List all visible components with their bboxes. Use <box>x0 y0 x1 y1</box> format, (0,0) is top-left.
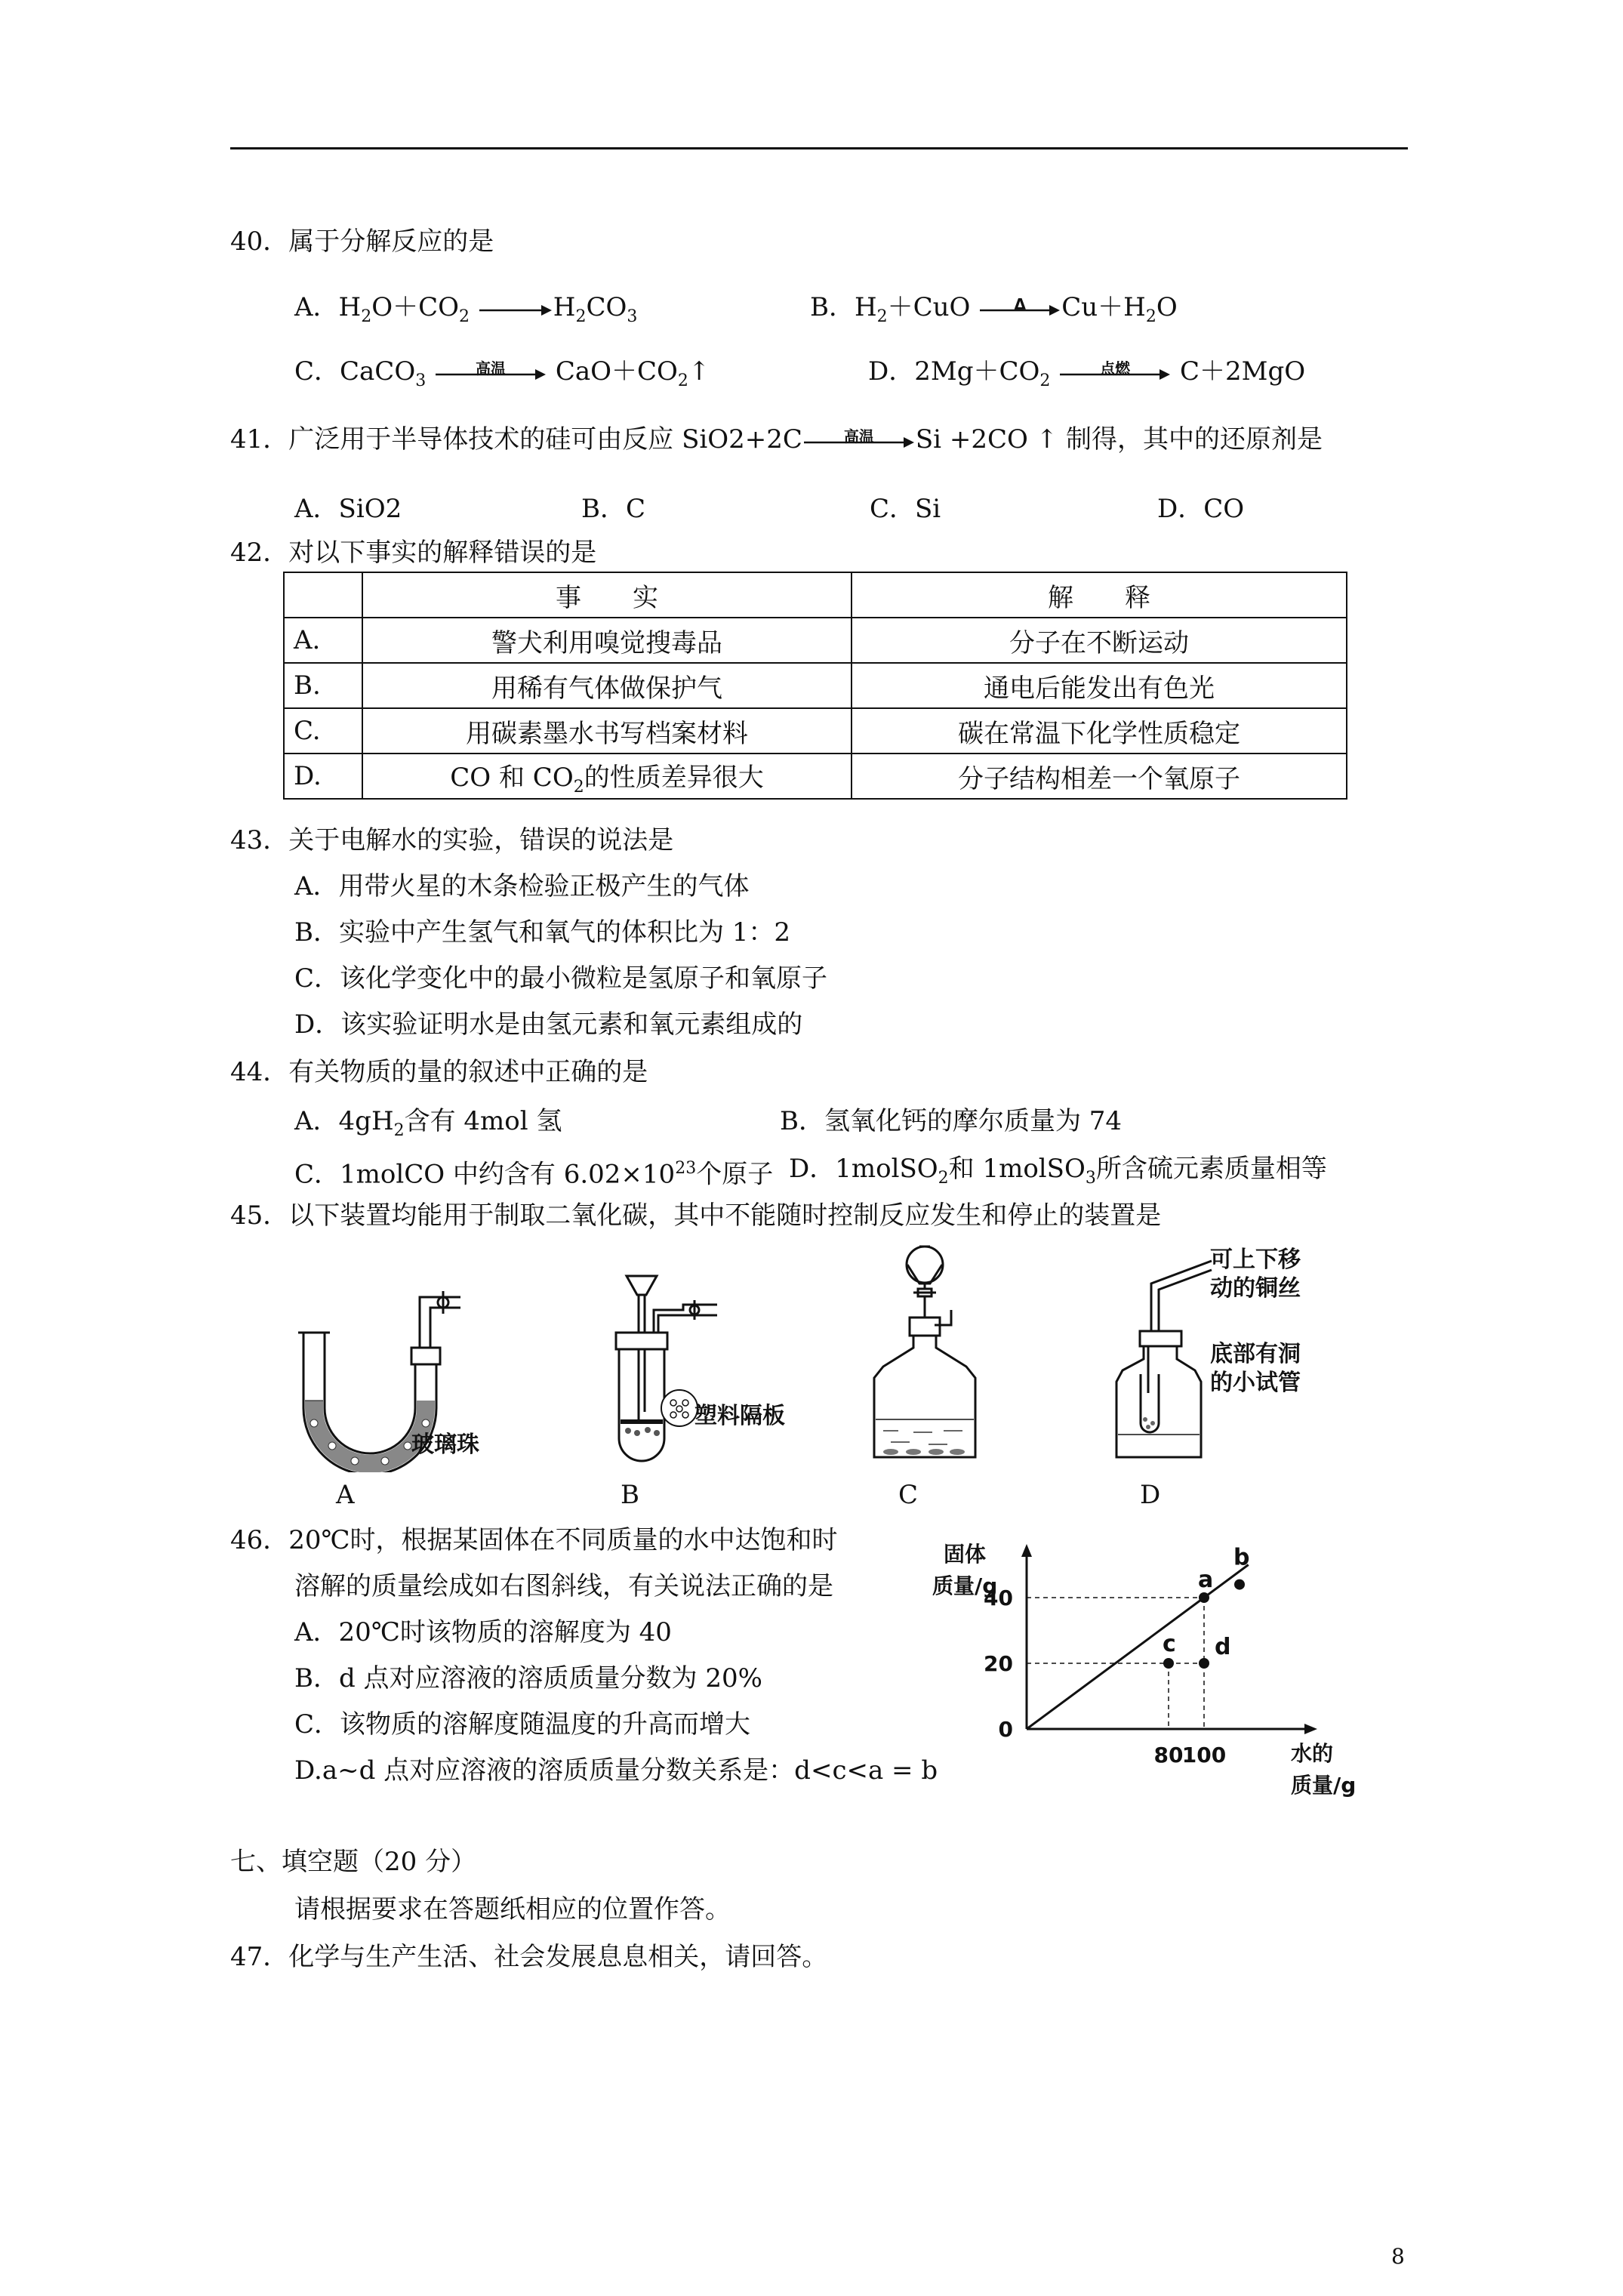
q41-option-d: D．CO <box>1157 494 1245 524</box>
q41-option-c: C．Si <box>870 494 941 524</box>
table-header-cell: 事 实 <box>362 572 852 618</box>
row-label: D. <box>284 754 362 799</box>
q44-option-c: C．1molCO 中约含有 $6.02\times 10^{23}$个原子 <box>294 1159 774 1190</box>
reaction-arrow-icon: 高温 <box>802 426 916 456</box>
q43-option-a: A．用带火星的木条检验正极产生的气体 <box>294 871 750 901</box>
reaction-arrow-icon <box>478 294 553 324</box>
explain-cell: 分子结构相差一个氧原子 <box>852 754 1347 799</box>
q40-option-d: D．$2Mg+CO_2$ 点燃 C＋2MgO <box>868 356 1306 390</box>
q43-option-c: C．该化学变化中的最小微粒是氢原子和氧原子 <box>294 963 828 994</box>
table-row <box>284 618 1347 663</box>
facts-table <box>283 572 1347 800</box>
reaction-arrow-icon: Δ <box>978 294 1061 324</box>
q46-option-b: B．d 点对应溶液的溶质质量分数为 20% <box>294 1663 762 1693</box>
data-point-b <box>1234 1579 1245 1590</box>
reaction-arrow-icon: 点燃 <box>1058 358 1172 388</box>
x-tick-label: 80 <box>1153 1743 1184 1767</box>
q44-option-b: B．氢氧化钙的摩尔质量为 74 <box>780 1106 1123 1136</box>
explain-cell: 通电后能发出有色光 <box>852 663 1347 708</box>
point-label-c: c <box>1163 1631 1176 1657</box>
q46-option-d: D.a~d 点对应溶液的溶质质量分数关系是：d<c<a = b <box>294 1755 938 1786</box>
table-row <box>284 708 1347 754</box>
copper-wire-label: 可上下移 动的铜丝 <box>1210 1247 1301 1302</box>
section7-note: 请根据要求在答题纸相应的位置作答。 <box>294 1894 731 1925</box>
q43-option-d: D．该实验证明水是由氢元素和氧元素组成的 <box>294 1009 803 1040</box>
x-axis-label-line1: 水的 <box>1291 1741 1334 1766</box>
q44-option-a: A．$4gH_2$含有 4mol 氢 <box>294 1106 562 1140</box>
q45-stem: 45．以下装置均能用于制取二氧化碳，其中不能随时控制反应发生和停止的装置是 <box>230 1200 1162 1231</box>
table-row <box>284 663 1347 708</box>
q43-stem: 43．关于电解水的实验，错误的说法是 <box>230 825 674 855</box>
explain-cell: 分子在不断运动 <box>852 618 1347 663</box>
apparatus-b-label: B <box>621 1480 639 1510</box>
q41-stem: 41．广泛用于半导体技术的硅可由反应 SiO2+2C 高温 Si +2CO ↑ 制得，其中的还原剂是 <box>230 424 1323 455</box>
q46-option-a: A．20℃时该物质的溶解度为 40 <box>294 1617 672 1647</box>
fact-cell: CO 和 $CO_2$的性质差异很大 <box>362 754 852 799</box>
fact-cell: 警犬利用嗅觉搜毒品 <box>362 618 852 663</box>
row-label: C. <box>284 708 362 754</box>
q46-stem-line1: 46．20℃时，根据某固体在不同质量的水中达饱和时 <box>230 1525 838 1555</box>
q40-option-b: B．$H_2+CuO$ Δ $Cu+H_2O$ <box>810 292 1178 326</box>
q44-stem: 44．有关物质的量的叙述中正确的是 <box>230 1057 648 1087</box>
plastic-plate-label: 塑料隔板 <box>694 1403 785 1429</box>
point-label-b: b <box>1233 1544 1250 1571</box>
section7-title: 七、填空题（20 分） <box>230 1847 477 1877</box>
q40-option-a: A．$H_2O+CO_2$ $H_2CO_3$ <box>294 292 638 326</box>
table-header-cell <box>284 572 362 618</box>
glass-beads-label: 玻璃珠 <box>411 1432 479 1458</box>
table-header-cell: 解 释 <box>852 572 1347 618</box>
q46-option-c: C．该物质的溶解度随温度的升高而增大 <box>294 1709 751 1740</box>
apparatus-c-bottle-icon <box>861 1242 989 1469</box>
x-axis-label-line2: 质量/g <box>1291 1773 1357 1798</box>
fact-cell: 用碳素墨水书写档案材料 <box>362 708 852 754</box>
y-tick-label: 40 <box>984 1586 1013 1610</box>
table-row <box>284 754 1347 799</box>
apparatus-b-tube-icon <box>589 1261 755 1465</box>
apparatus-d-label: D <box>1140 1480 1161 1510</box>
y-tick-label: 0 <box>998 1717 1013 1742</box>
q40-stem: 40．属于分解反应的是 <box>230 227 494 257</box>
q42-stem: 42．对以下事实的解释错误的是 <box>230 538 597 568</box>
apparatus-c-label: C <box>898 1480 919 1510</box>
row-label: B. <box>284 663 362 708</box>
point-label-d: d <box>1215 1634 1231 1660</box>
reaction-arrow-icon: 高温 <box>434 358 547 388</box>
apparatus-d-bottle-icon <box>1106 1253 1219 1465</box>
page-number: 8 <box>1391 2244 1405 2269</box>
y-tick-label: 20 <box>984 1651 1013 1676</box>
data-point-a <box>1199 1592 1209 1603</box>
point-label-a: a <box>1198 1567 1214 1593</box>
apparatus-a-label: A <box>336 1480 355 1510</box>
q43-option-b: B．实验中产生氢气和氧气的体积比为 1：2 <box>294 917 791 948</box>
data-point-c <box>1163 1658 1174 1669</box>
y-axis-label-line1: 固体 <box>944 1542 987 1567</box>
explain-cell: 碳在常温下化学性质稳定 <box>852 708 1347 754</box>
y-axis-arrow-icon <box>1021 1544 1032 1557</box>
row-label: A. <box>284 618 362 663</box>
solubility-chart <box>929 1533 1381 1804</box>
table-header-row <box>284 572 1347 618</box>
header-rule <box>230 147 1408 149</box>
x-tick-label: 100 <box>1181 1743 1227 1767</box>
q44-option-d: D．1molSO$_2$和 1molSO$_3$所含硫元素质量相等 <box>789 1154 1327 1188</box>
q41-option-b: B．C <box>581 494 645 524</box>
q47-stem: 47．化学与生产生活、社会发展息息相关，请回答。 <box>230 1942 828 1972</box>
q46-stem-line2: 溶解的质量绘成如右图斜线，有关说法正确的是 <box>294 1571 833 1601</box>
q40-option-c: C．CaCO$_3$ 高温 $CaO+CO_2↑$ <box>294 356 710 390</box>
fact-cell: 用稀有气体做保护气 <box>362 663 852 708</box>
small-tube-label: 底部有洞 的小试管 <box>1210 1341 1301 1396</box>
data-point-d <box>1199 1658 1209 1669</box>
q41-option-a: A．SiO2 <box>294 494 402 524</box>
x-axis-arrow-icon <box>1304 1724 1317 1734</box>
y-axis-label-line2: 质量/g <box>932 1573 998 1598</box>
